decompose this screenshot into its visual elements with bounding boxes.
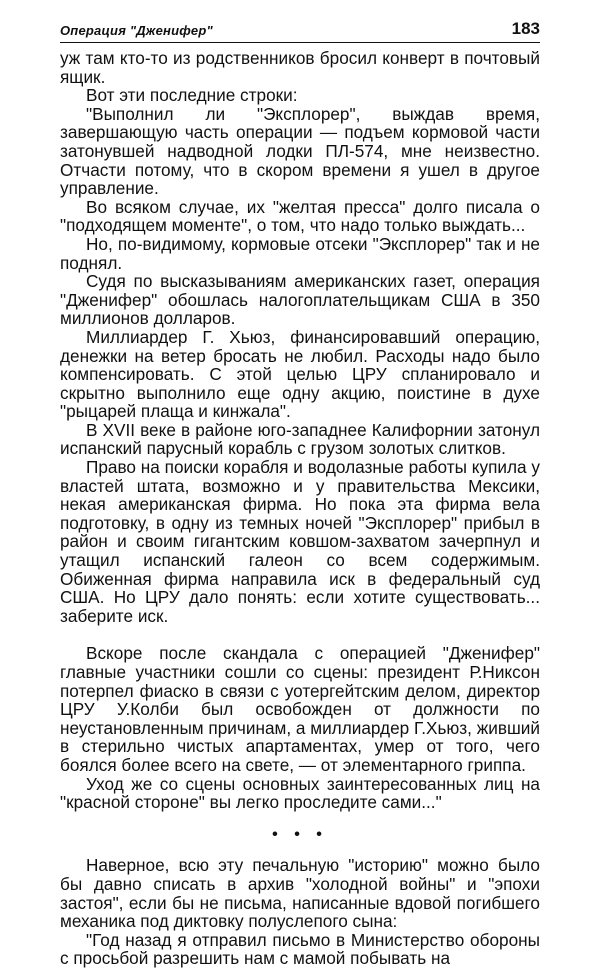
paragraph: "Выполнил ли "Эксплорер", выждав время, завершающую часть операции — подъем кормовой части затонувшей надводной лодки ПЛ-574, мне неизвестно. Отчасти потому, что в скором времени я ушел в другое управление.: [60, 103, 540, 199]
section-separator: • • •: [272, 825, 328, 843]
paragraph: Но, по-видимому, кормовые отсеки "Эксплорер" так и не поднял.: [60, 233, 540, 273]
paragraph: "Год назад я отправил письмо в Министерство обороны с просьбой разрешить нам с мамой побывать на: [60, 929, 540, 968]
paragraph: Миллиардер Г. Хьюз, финансировавший операцию, денежки на ветер бросать не любил. Расходы надо было компенсировать. С этой целью ЦРУ спланировало и скрытно выполнило еще одну акцию, поистине в духе "рыцарей плаща и кинжала".: [60, 326, 540, 422]
paragraph: Судя по высказываниям американских газет, операция "Дженифер" обошлась налогоплательщикам США в 350 миллионов долларов.: [60, 271, 540, 329]
paragraph: В XVII веке в районе юго-западнее Калифорнии затонул испанский парусный корабль с грузом золотых слитков.: [60, 419, 540, 459]
page-number: 183: [511, 19, 540, 38]
running-title: Операция "Дженифер": [60, 23, 213, 38]
paragraph: уж там кто-то из родственников бросил конверт в почтовый ящик.: [60, 48, 540, 87]
running-header: [60, 20, 540, 43]
paragraph: Уход же со сцены основных заинтересованных лиц на "красной стороне" вы легко проследите сами...": [60, 773, 540, 813]
paragraph: Наверное, всю эту печальную "историю" можно было бы давно списать в архив "холодной войны" и "эпохи застоя", если бы не письма, написанные вдовой погибшего механика под диктовку полуслепого сына:: [60, 855, 540, 932]
paragraph: Вот эти последние строки:: [86, 85, 298, 106]
book-page: [60, 20, 540, 968]
paragraph: Вскоре после скандала с операцией "Дженифер" главные участники сошли со сцены: президент Р.Никсон потерпел фиаско в связи с уотергейтским делом, директор ЦРУ У.Колби был освобожден от должности по неустановленным причинам, а миллиардер Г.Хьюз, живший в стерильно чистых апартаментах, умер от того, чего боялся более всего на свете, — от элементарного гриппа.: [60, 643, 540, 775]
body-text: [60, 49, 540, 968]
paragraph: Право на поиски корабля и водолазные работы купила у властей штата, возможно и у правительства Мексики, некая американская фирма. Но пока эта фирма вела подготовку, в одну из темных ночей "Эксплорер" прибыл в район и своим гигантским ковшом-захватом зачерпнул и утащил испанский галеон со всем содержимым. Обиженная фирма направила иск в федеральный суд США. Но ЦРУ дало понять: если хотите существовать... заберите иск.: [60, 457, 540, 626]
paragraph: Во всяком случае, их "желтая пресса" долго писала о "подходящем моменте", о том, что надо только выждать...: [60, 196, 540, 236]
